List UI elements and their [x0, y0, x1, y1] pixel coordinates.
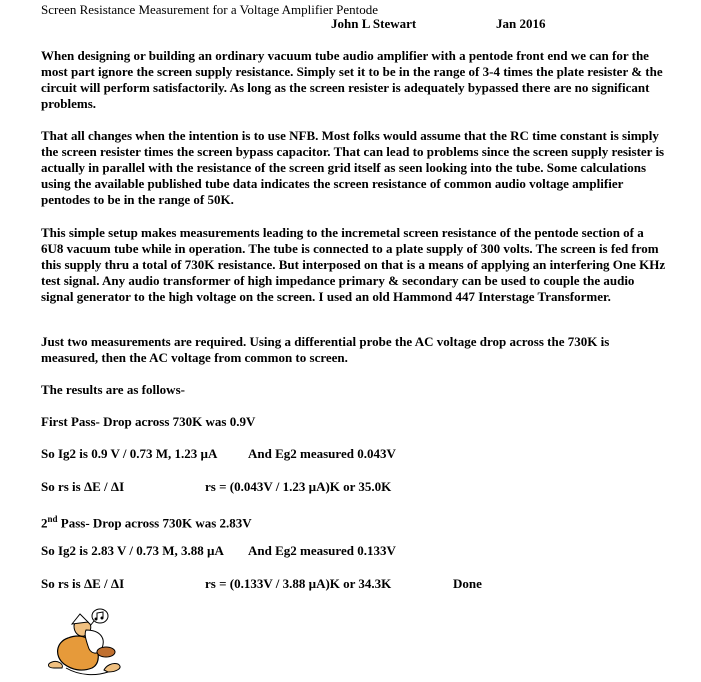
- first-pass-rs-calc: rs = (0.043V / 1.23 µA)K or 35.0K: [205, 479, 392, 494]
- paragraph-measurements: Just two measurements are required. Using a differential probe the AC voltage drop across the 730K is measured, then the AC voltage from common to screen.: [41, 334, 610, 365]
- first-pass-eg2: And Eg2 measured 0.043V: [248, 446, 396, 461]
- first-pass-heading: First Pass- Drop across 730K was 0.9V: [41, 414, 256, 429]
- first-pass-rs-label: So rs is ΔE / ΔI: [41, 479, 125, 494]
- done-label: Done: [453, 576, 482, 591]
- second-pass-rs-label: So rs is ΔE / ΔI: [41, 576, 125, 591]
- paragraph-intro: When designing or building an ordinary vacuum tube audio amplifier with a pentode front end we can for the most part ignore the screen supply resistance. Simply set it to be in the range of 3-4 times the plate resister & the circuit will perform satisfactorily. As long as the screen resister is adequately bypassed there are no significant problems.: [41, 48, 663, 111]
- second-pass-heading-rest: Pass- Drop across 730K was 2.83V: [57, 515, 252, 531]
- first-pass-ig2: So Ig2 is 0.9 V / 0.73 M, 1.23 µA: [41, 446, 218, 461]
- paragraph-setup: This simple setup makes measurements leading to the incremetal screen resistance of the pentode section of a 6U8 vacuum tube while in operation. The tube is connected to a plate supply of 300 volts. The screen is fed from this supply thru a total of 730K resistance. But interposed on that is a means of applying an interfering One KHz test signal. Any audio transformer of high impedance primary & secondary can be used to couple the audio signal generator to the high voltage on the screen. I used an old Hammond 447 Interstage Transformer.: [41, 225, 666, 304]
- document-date: Jan 2016: [496, 16, 546, 31]
- old-man-playing-music-cartoon-icon: [44, 606, 134, 678]
- second-pass-rs-calc: rs = (0.133V / 3.88 µA)K or 34.3K: [205, 576, 392, 591]
- author-name: John L Stewart: [331, 16, 417, 31]
- document-title: Screen Resistance Measurement for a Voltage Amplifier Pentode: [41, 2, 379, 17]
- second-pass-ig2: So Ig2 is 2.83 V / 0.73 M, 3.88 µA: [41, 543, 224, 558]
- second-pass-heading-num: 2: [41, 515, 48, 531]
- results-intro: The results are as follows-: [41, 382, 185, 397]
- second-pass-heading-sup: nd: [47, 514, 58, 524]
- second-pass-eg2: And Eg2 measured 0.133V: [248, 543, 396, 558]
- paragraph-nfb: That all changes when the intention is to use NFB. Most folks would assume that the RC time constant is simply the screen resister times the screen bypass capacitor. That can lead to problems since the screen supply resister is actually in parallel with the resistance of the screen grid itself as seen looking into the tube. Some calculations using the available published tube data indicates the screen resistance of common audio voltage amplifier pentodes to be in the range of 50K.: [41, 128, 665, 207]
- second-pass-heading: [41, 511, 252, 531]
